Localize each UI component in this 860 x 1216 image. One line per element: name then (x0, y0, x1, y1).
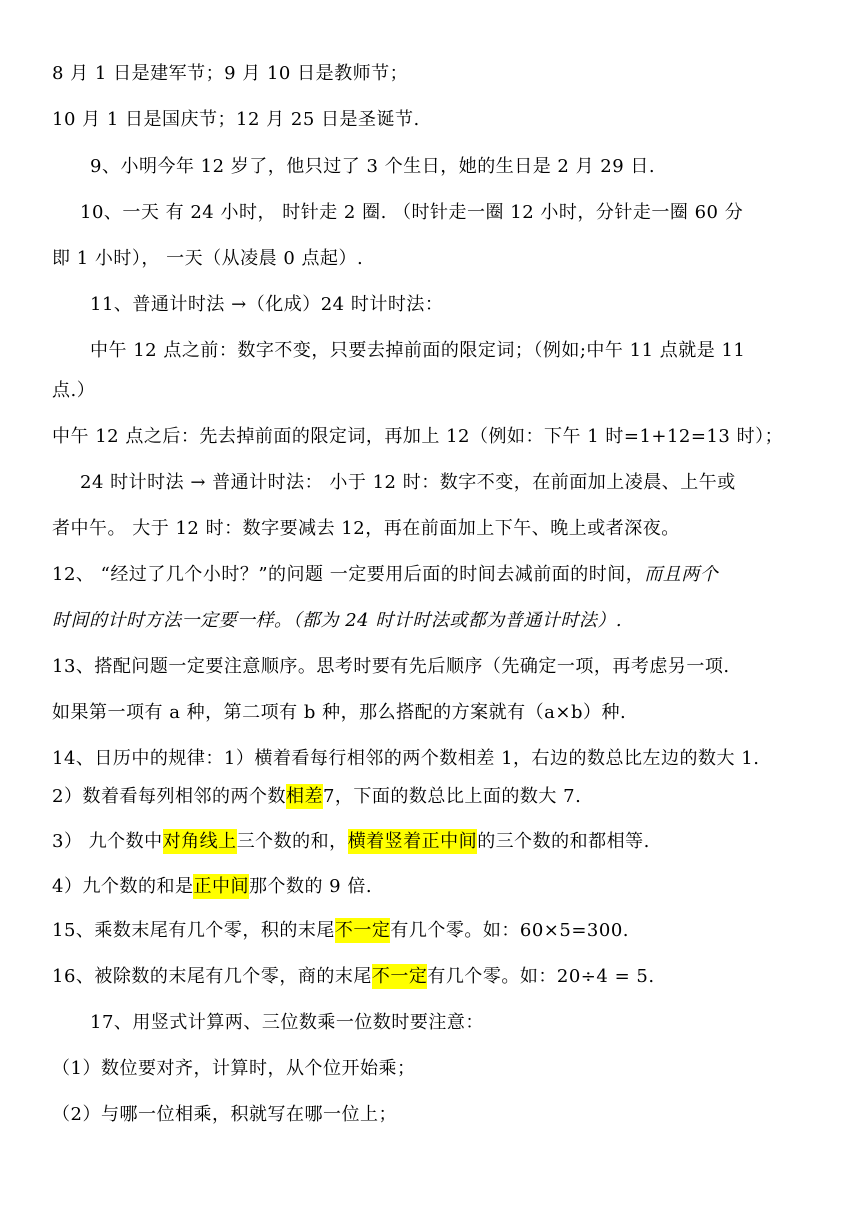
highlight-center-cross: 横着竖着正中间 (347, 831, 478, 852)
text-line-item17: 17、用竖式计算两、三位数乘一位数时要注意： (90, 1012, 484, 1033)
text-line-item12-1 (52, 559, 718, 591)
highlight-not-necessarily-15: 不一定 (334, 920, 391, 941)
text-line-holidays-1: 8 月 1 日是建军节；9 月 10 日是教师节； (52, 63, 409, 84)
item14-2-pre: 2）数着看每列相邻的两个数 (52, 786, 286, 807)
text-line-24h-2: 者中午。 大于 12 时：数字要减去 12，再在前面加上下午、晚上或者深夜。 (52, 518, 680, 539)
item14-4-post: 那个数的 9 倍. (248, 876, 373, 897)
text-line-item12-2: 时间的计时方法一定要一样。（都为 24 时计时法或都为普通计时法）. (52, 610, 623, 631)
text-line-item17-2: （2）与哪一位相乘，积就写在哪一位上； (52, 1104, 397, 1125)
item14-2-post: 7，下面的数总比上面的数大 7. (322, 786, 582, 807)
text-line-noon-after: 中午 12 点之后：先去掉前面的限定词，再加上 12（例如：下午 1 时=1+12=13 时）； (52, 426, 784, 447)
item14-3-mid: 三个数的和， (236, 831, 348, 852)
text-line-24h-1: 24 时计时法 → 普通计时法： 小于 12 时：数字不变，在前面加上凌晨、上午或 (80, 472, 736, 493)
text-line-item10-1: 10、一天 有 24 小时， 时针走 2 圈. （时针走一圈 12 小时，分针走一圈 60 分 (80, 202, 744, 223)
item14-4-pre: 4）九个数的和是 (52, 876, 194, 897)
text-line-item11: 11、普通计时法 →（化成）24 时计时法： (90, 294, 444, 315)
text-line-item9: 9、小明今年 12 岁了，他只过了 3 个生日，她的生日是 2 月 29 日. (90, 156, 656, 177)
item14-3-pre: 3） 九个数中 (52, 831, 163, 852)
highlight-diagonal: 对角线上 (162, 831, 237, 852)
item16-pre: 16、被除数的末尾有几个零，商的末尾 (52, 966, 372, 987)
text-line-item16 (52, 961, 655, 993)
text-line-holidays-2: 10 月 1 日是国庆节；12 月 25 日是圣诞节. (52, 109, 420, 130)
highlight-not-necessarily-16: 不一定 (371, 966, 428, 987)
item15-pre: 15、乘数末尾有几个零，积的末尾 (52, 920, 335, 941)
text-line-item14-3 (52, 826, 650, 858)
item16-post: 有几个零。如：20÷4 = 5. (427, 966, 655, 987)
text-line-item17-1: （1）数位要对齐，计算时，从个位开始乘； (52, 1058, 416, 1079)
highlight-center: 正中间 (193, 876, 249, 897)
item12-italic-text: 而且两个 (644, 564, 719, 585)
text-line-item14-4 (52, 871, 372, 903)
text-line-item13-2: 如果第一项有 a 种，第二项有 b 种，那么搭配的方案就有（a×b）种. (52, 702, 627, 723)
text-line-noon-before-2: 点.） (52, 380, 96, 401)
text-line-item14-1: 14、日历中的规律：1）横着看每行相邻的两个数相差 1，右边的数总比左边的数大 1. (52, 748, 760, 769)
item15-post: 有几个零。如：60×5=300. (390, 920, 630, 941)
text-line-item10-2: 即 1 小时）， 一天（从凌晨 0 点起）. (52, 248, 364, 269)
text-line-item15 (52, 915, 629, 947)
text-line-item13-1: 13、搭配问题一定要注意顺序。思考时要有先后顺序（先确定一项，再考虑另一项. (52, 656, 730, 677)
text-line-noon-before-1: 中午 12 点之前：数字不变，只要去掉前面的限定词；（例如;中午 11 点就是 11 (90, 340, 746, 361)
text-line-item14-2 (52, 781, 581, 813)
highlight-xiangcha: 相差 (285, 786, 323, 807)
item12-text: 12、 “经过了几个小时？”的问题 一定要用后面的时间去减前面的时间， (52, 564, 645, 585)
item14-3-post: 的三个数的和都相等. (477, 831, 650, 852)
